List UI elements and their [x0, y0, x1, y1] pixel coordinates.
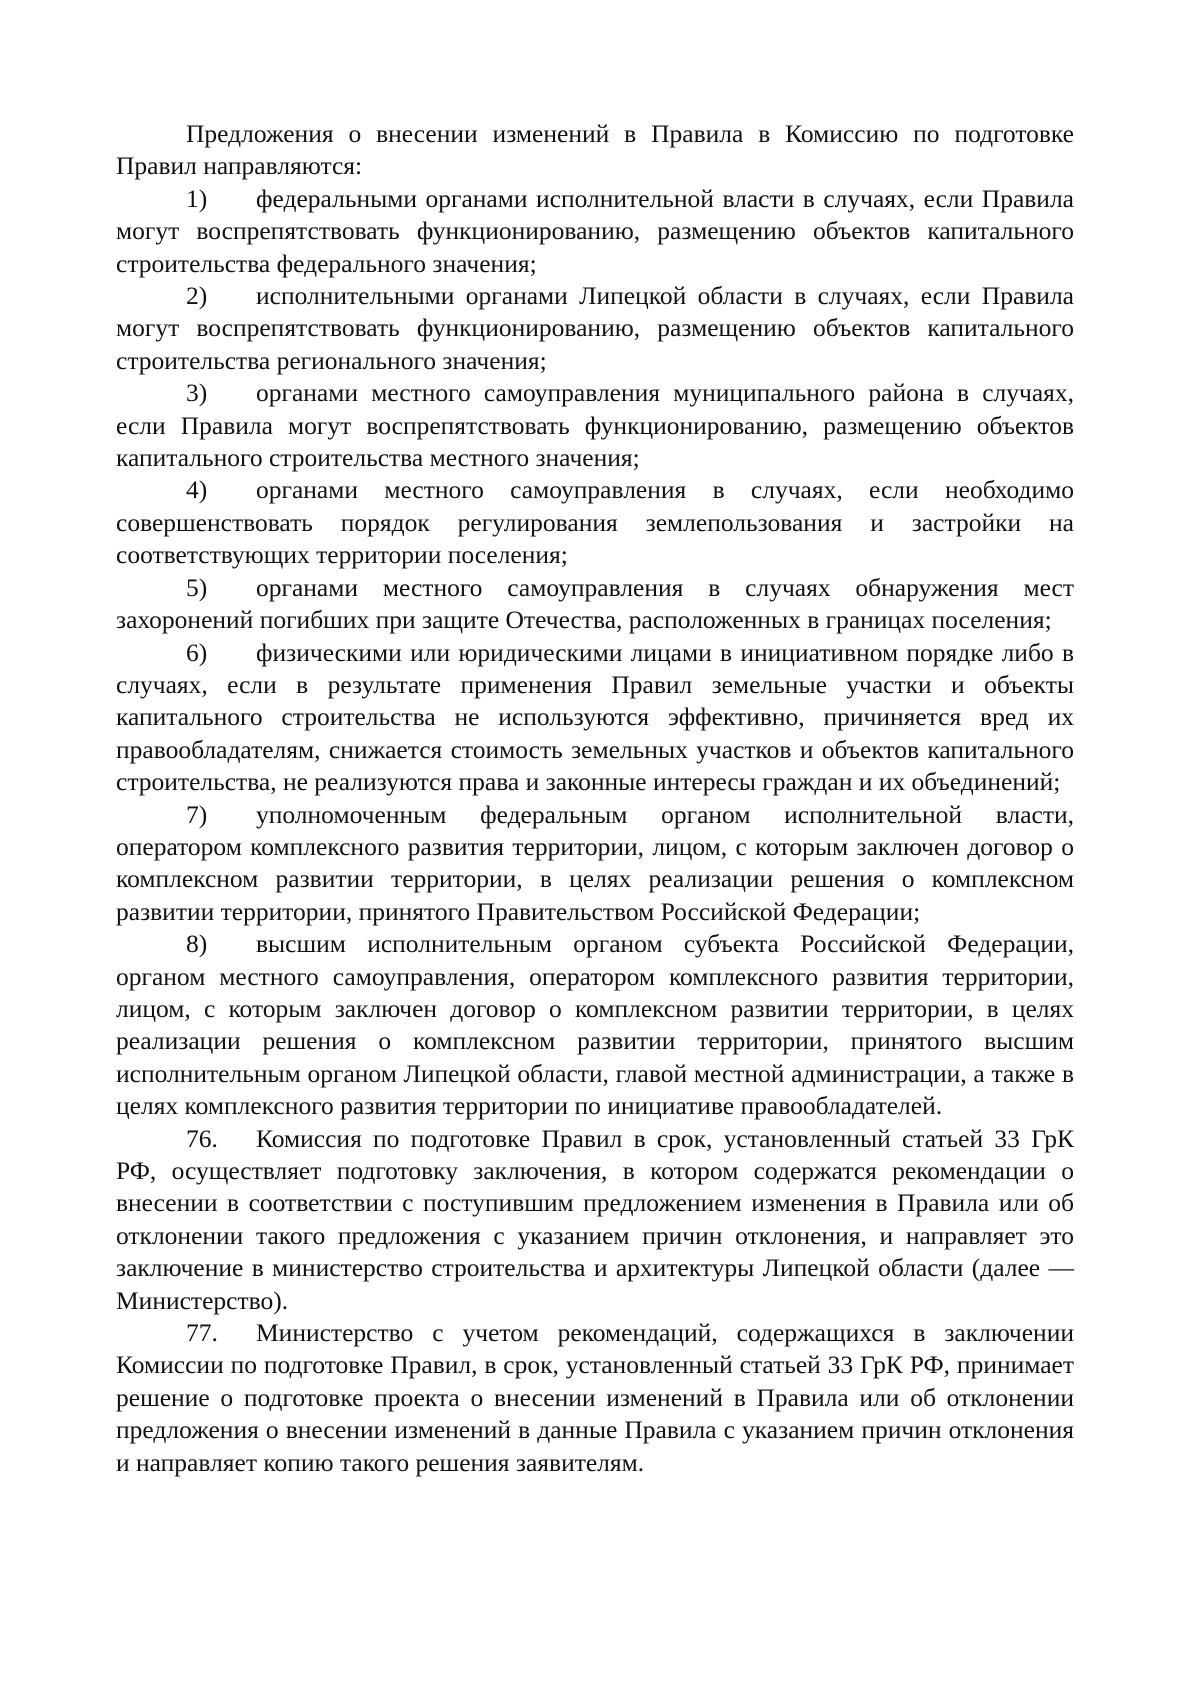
document-page	[116, 118, 1074, 1479]
section-paragraph	[116, 1317, 1074, 1479]
item-text: органами местного самоуправления в случаях, если необходимо совершенствовать порядок регулирования землепользования и застройки на соответствующих территории поселения;	[116, 475, 1074, 570]
item-text: высшим исполнительным органом субъекта Российской Федерации, органом местного самоуправления, оператором комплексного развития территории, лицом, с которым заключен договор о комплексном развитии территории, в целях реализации решения о комплексном развитии территории, принятого высшим исполнительным органом Липецкой области, главой местной администрации, а также в целях комплексного развития территории по инициативе правообладателей.	[116, 929, 1074, 1121]
item-number: 4)	[186, 475, 208, 505]
list-item	[116, 183, 1074, 280]
section-paragraph	[116, 1123, 1074, 1317]
intro-paragraph: Предложения о внесении изменений в Правила в Комиссию по подготовке Правил направляются:	[116, 119, 1074, 181]
item-text: федеральными органами исполнительной власти в случаях, если Правила могут воспрепятствовать функционированию, размещению объектов капитального строительства федерального значения;	[116, 183, 1074, 278]
item-number: 6)	[186, 637, 208, 667]
item-number: 1)	[186, 183, 208, 213]
item-text: органами местного самоуправления в случаях обнаружения мест захоронений погибших при защите Отечества, расположенных в границах поселения;	[116, 572, 1074, 635]
list-item	[116, 572, 1074, 637]
item-number: 3)	[186, 378, 208, 408]
section-text: Комиссия по подготовке Правил в срок, установленный статьей 33 ГрК РФ, осуществляет подготовку заключения, в котором содержатся рекомендации о внесении в соответствии с поступившим предложением изменения в Правила или об отклонении такого предложения с указанием причин отклонения, и направляет это заключение в министерство строительства и архитектуры Липецкой области (далее — Министерство).	[116, 1123, 1074, 1315]
list-item	[116, 799, 1074, 929]
item-number: 2)	[186, 281, 208, 311]
list-item	[116, 377, 1074, 474]
item-text: физическими или юридическими лицами в инициативном порядке либо в случаях, если в результате применения Правил земельные участки и объекты капитального строительства не используются эффективно, причиняется вред их правообладателям, снижается стоимость земельных участков и объектов капитального строительства, не реализуются права и законные интересы граждан и их объединений;	[116, 637, 1074, 797]
section-number: 77.	[186, 1318, 218, 1348]
item-number: 7)	[186, 799, 208, 829]
item-text: уполномоченным федеральным органом исполнительной власти, оператором комплексного развития территории, лицом, с которым заключен договор о комплексном развитии территории, в целях реализации решения о комплексном развитии территории, принятого Правительством Российской Федерации;	[116, 799, 1074, 926]
list-item	[116, 474, 1074, 571]
list-item	[116, 928, 1074, 1122]
list-item	[116, 280, 1074, 377]
item-number: 5)	[186, 572, 208, 602]
section-text: Министерство с учетом рекомендаций, содержащихся в заключении Комиссии по подготовке Правил, в срок, установленный статьей 33 ГрК РФ, принимает решение о подготовке проекта о внесении изменений в Правила или об отклонении предложения о внесении изменений в данные Правила с указанием причин отклонения и направляет копию такого решения заявителям.	[116, 1318, 1074, 1477]
section-number: 76.	[186, 1123, 218, 1153]
list-item	[116, 637, 1074, 799]
item-number: 8)	[186, 929, 208, 959]
item-text: исполнительными органами Липецкой области в случаях, если Правила могут воспрепятствовать функционированию, размещению объектов капитального строительства регионального значения;	[116, 281, 1074, 375]
item-text: органами местного самоуправления муниципального района в случаях, если Правила могут воспрепятствовать функционированию, размещению объектов капитального строительства местного значения;	[116, 378, 1074, 473]
